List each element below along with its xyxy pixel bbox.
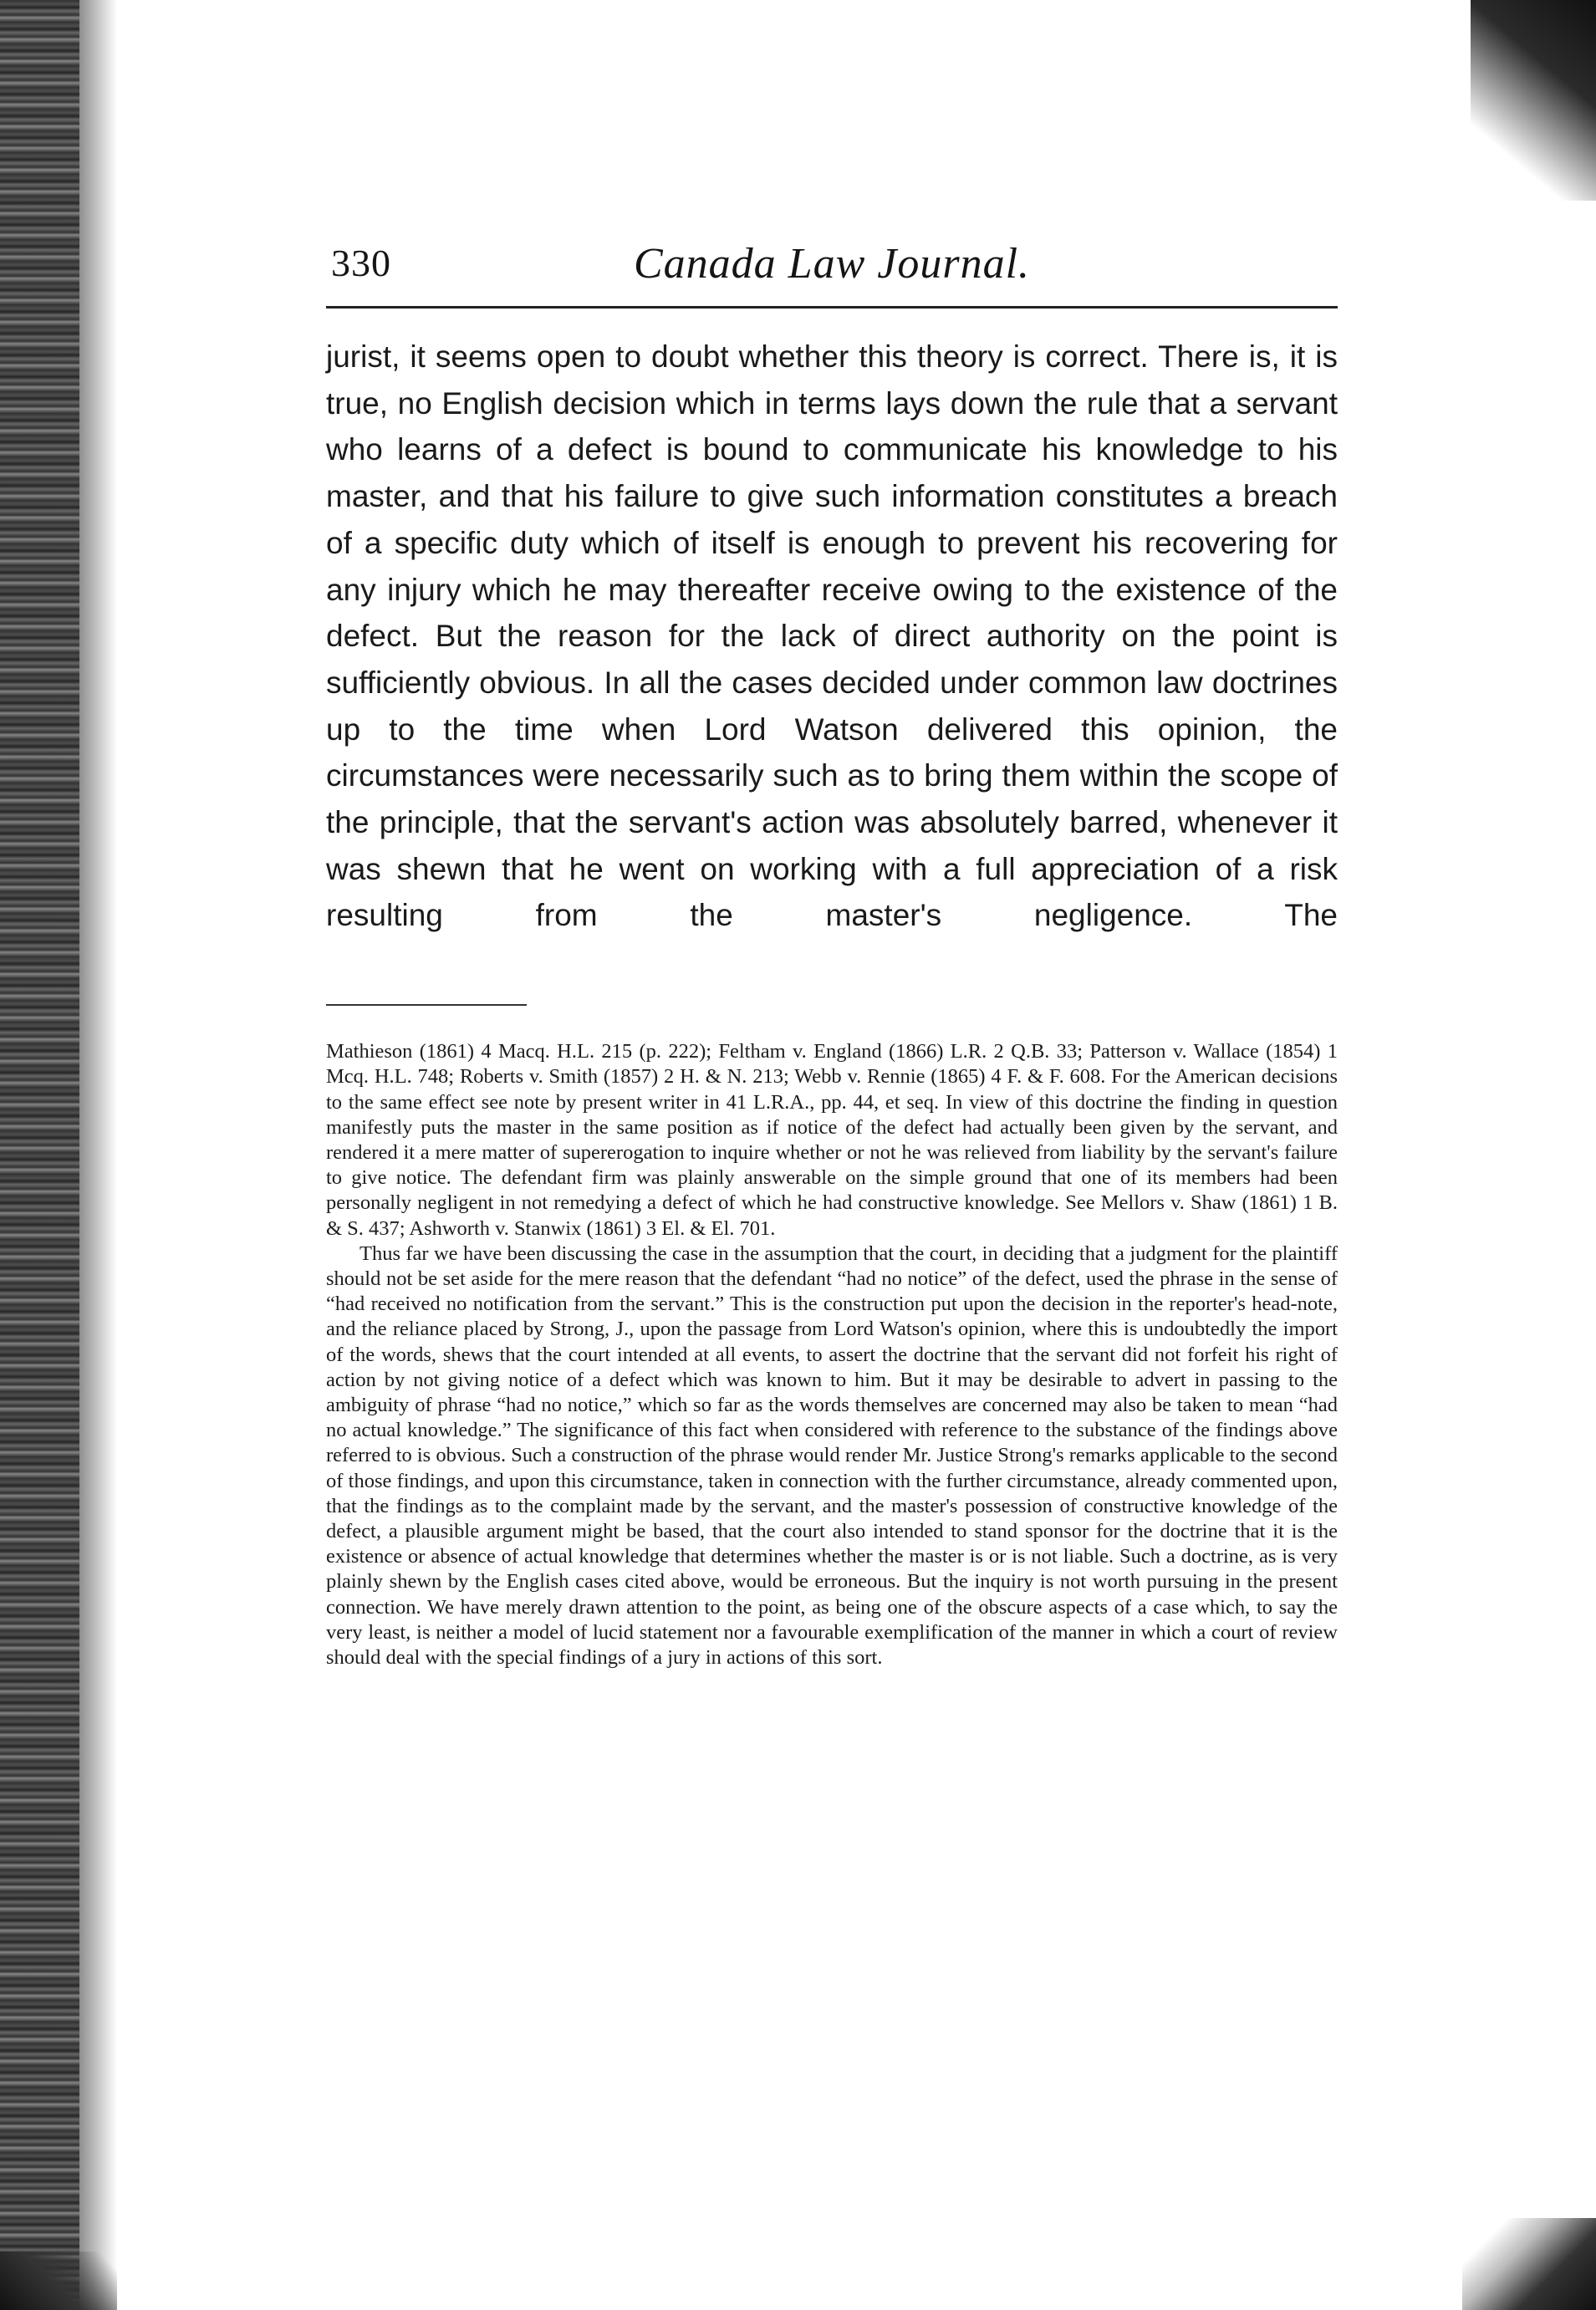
running-head xyxy=(326,234,1338,301)
footnotes xyxy=(326,1039,1338,1670)
header-rule xyxy=(326,306,1338,309)
scan-corner-bottom-left xyxy=(0,2251,117,2310)
journal-title: Canada Law Journal. xyxy=(633,240,1031,288)
page xyxy=(326,234,1338,1670)
scan-binding-edge xyxy=(0,0,79,2310)
scan-corner-top-right xyxy=(1471,0,1596,201)
body-text xyxy=(326,334,1338,939)
page-number: 330 xyxy=(331,242,391,284)
footnote-paragraph-1: Mathieson (1861) 4 Macq. H.L. 215 (p. 222); Feltham v. England (1866) L.R. 2 Q.B. 33; Patterson v. Wallace (1854) 1 Mcq. H.L. 748; Roberts v. Smith (1857) 2 H. & N. 213; Webb v. Rennie (1865) 4 F. & F. 608. For the American decisions to the same effect see note by present writer in 41 L.R.A., pp. 44, et seq. In view of this doctrine the finding in question manifestly puts the master in the same position as if notice of the defect had actually been given by the servant, and rendered it a mere matter of supererogation to inquire whether or not he was relieved from liability by the servant's failure to give notice. The defendant firm was plainly answerable on the simple ground that one of its members had been personally negligent in not remedying a defect of which he had constructive knowledge. See Mellors v. Shaw (1861) 1 B. & S. 437; Ashworth v. Stanwix (1861) 3 El. & El. 701. xyxy=(326,1040,1338,1240)
footnote-rule xyxy=(326,1004,527,1006)
scan-corner-bottom-right xyxy=(1462,2218,1596,2310)
body-paragraph: jurist, it seems open to doubt whether this theory is correct. There is, it is true, no English decision which in terms lays down the rule that a servant who learns of a defect is bound to communicate his knowledge to his master, and that his failure to give such information constitutes a breach of a specific duty which of itself is enough to prevent his recovering for any injury which he may thereafter receive owing to the existence of the defect. But the reason for the lack of direct authority on the point is sufficiently obvious. In all the cases decided under common law doctrines up to the time when Lord Watson delivered this opinion, the circumstances were necessarily such as to bring them within the scope of the principle, that the servant's action was absolutely barred, whenever it was shewn that he went on working with a full appreciation of a risk resulting from the master's negligence. The xyxy=(326,339,1338,933)
footnote-paragraph-2: Thus far we have been discussing the case in the assumption that the court, in deciding that a judgment for the plaintiff should not be set aside for the mere reason that the defendant “had no notice” of the defect, used the phrase in the sense of “had received no notification from the servant.” This is the construction put upon the decision in the reporter's head-note, and the reliance placed by Strong, J., upon the passage from Lord Watson's opinion, where this is undoubtedly the import of the words, shews that the court intended at all events, to assert the doctrine that the servant did not forfeit his right of action by not giving notice of a defect which was known to him. But it may be desirable to advert in passing to the ambiguity of phrase “had no notice,” which so far as the words themselves are concerned may also be taken to mean “had no actual knowledge.” The significance of this fact when considered with reference to the substance of the findings above referred to is obvious. Such a construction of the phrase would render Mr. Justice Strong's remarks applicable to the second of those findings, and upon this circumstance, taken in connection with the further circumstance, already commented upon, that the findings as to the complaint made by the servant, and the master's possession of constructive knowledge of the defect, a plausible argument might be based, that the court also intended to stand sponsor for the doctrine that it is the existence or absence of actual knowledge that determines whether the master is or is not liable. Such a doctrine, as is very plainly shewn by the English cases cited above, would be erroneous. But the inquiry is not worth pursuing in the present connection. We have merely drawn attention to the point, as being one of the obscure aspects of a case which, to say the very least, is neither a model of lucid statement nor a favourable exemplification of the manner in which a court of review should deal with the special findings of a jury in actions of this sort. xyxy=(326,1242,1338,1670)
scan-shadow xyxy=(79,0,117,2310)
